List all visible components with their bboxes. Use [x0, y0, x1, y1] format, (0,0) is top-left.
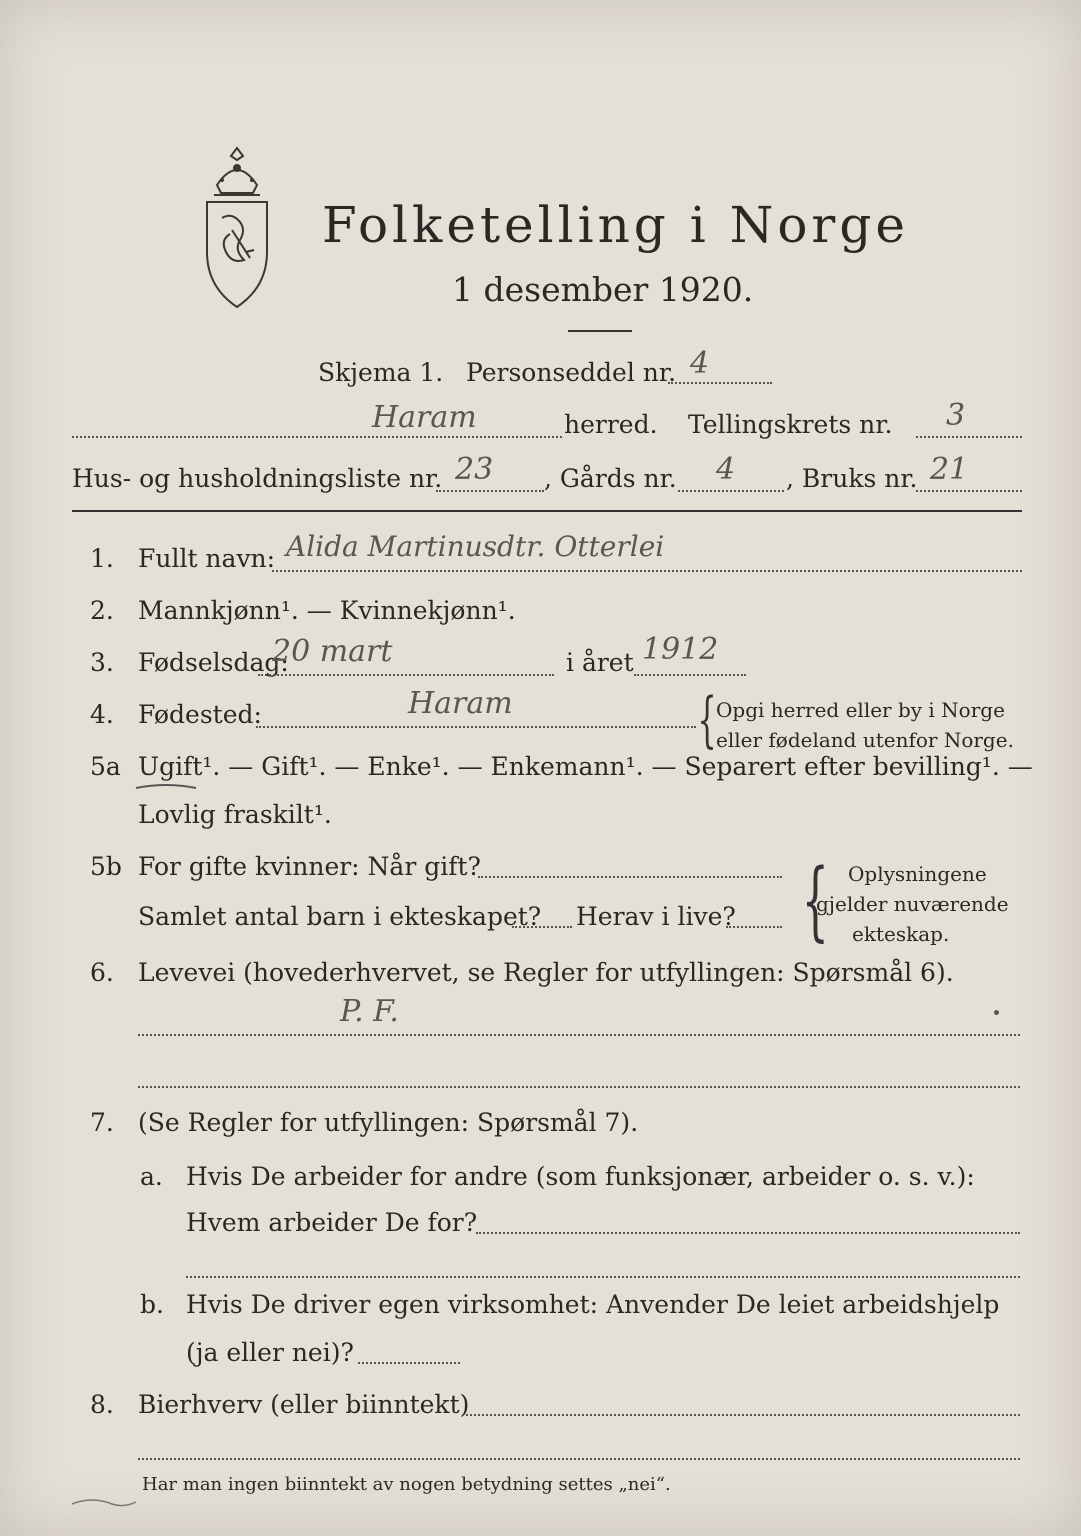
q8-label: Bierhverv (eller biinntekt) [138, 1390, 470, 1419]
q7-number: 7. [90, 1108, 114, 1137]
q5b-line2: Samlet antal barn i ekteskapet? [138, 902, 542, 931]
gards-label: , Gårds nr. [544, 464, 677, 493]
q7-label: (Se Regler for utfyllingen: Spørsmål 7). [138, 1108, 639, 1137]
q5b-alive-line [726, 926, 782, 928]
q7a-employer-line2 [186, 1276, 1020, 1278]
q5b-brace: { [801, 851, 830, 951]
herred-value: Haram [372, 400, 477, 435]
household-list-line [436, 490, 544, 492]
gards-value: 4 [716, 452, 736, 487]
q7a-employer-line [476, 1232, 1020, 1234]
q2-number: 2. [90, 596, 114, 625]
q8-line2 [138, 1458, 1020, 1460]
q6-label: Levevei (hovederhvervet, se Regler for utfyllingen: Spørsmål 6). [138, 958, 954, 987]
q4-note-line2: eller fødeland utenfor Norge. [716, 728, 1014, 752]
header-divider [72, 510, 1022, 512]
norwegian-coat-of-arms-icon [192, 140, 282, 310]
q3-year-label: i året [566, 648, 634, 677]
household-list-value: 23 [455, 452, 494, 487]
q7b-number: b. [140, 1290, 164, 1319]
q8-number: 8. [90, 1390, 114, 1419]
q8-line1 [462, 1414, 1020, 1416]
personseddel-line [668, 382, 772, 384]
q5b-note-line3: ekteskap. [852, 922, 950, 946]
q5b-line1: For gifte kvinner: Når gift? [138, 852, 481, 881]
ink-dot [994, 1010, 999, 1015]
bruks-line [916, 490, 1022, 492]
gards-line [678, 490, 784, 492]
q3-year-value: 1912 [642, 632, 719, 667]
q5b-number: 5b [90, 852, 122, 881]
q5b-children-line [512, 926, 572, 928]
q4-note-line1: Opgi herred eller by i Norge [716, 698, 1005, 722]
census-date: 1 desember 1920. [452, 270, 754, 309]
q5a-options: Ugift¹. — Gift¹. — Enke¹. — Enkemann¹. — Separert efter bevilling¹. — [138, 752, 1033, 781]
herred-label: herred. [564, 410, 658, 439]
q4-value: Haram [408, 686, 513, 721]
herred-line [72, 436, 562, 438]
footer-note: Har man ingen biinntekt av nogen betydning settes „nei“. [142, 1474, 671, 1495]
q5b-alive-label: Herav i live? [576, 902, 736, 931]
schema-label: Skjema 1. [318, 358, 444, 387]
q6-line2 [138, 1086, 1020, 1088]
q3-number: 3. [90, 648, 114, 677]
q7b-answer-line [358, 1362, 460, 1364]
household-list-label: Hus- og husholdningsliste nr. [72, 464, 443, 493]
q6-number: 6. [90, 958, 114, 987]
q3-year-line [634, 674, 746, 676]
q7a-line1: Hvis De arbeider for andre (som funksjonær, arbeider o. s. v.): [186, 1162, 975, 1191]
q7a-line2: Hvem arbeider De for? [186, 1208, 478, 1237]
bruks-label: , Bruks nr. [786, 464, 918, 493]
q5a-number: 5a [90, 752, 121, 781]
q1-line [272, 570, 1022, 572]
q4-label: Fødested: [138, 700, 262, 729]
q7b-line2: (ja eller nei)? [186, 1338, 354, 1367]
ugift-underline-mark [134, 778, 198, 794]
q5b-married-line [478, 876, 782, 878]
q1-number: 1. [90, 544, 114, 573]
q1-label: Fullt navn: [138, 544, 276, 573]
q1-value: Alida Martinusdtr. Otterlei [286, 530, 665, 563]
tellingskrets-label: Tellingskrets nr. [688, 410, 893, 439]
q5b-note-line1: Oplysningene [848, 862, 987, 886]
page-title: Folketelling i Norge [322, 196, 909, 254]
q7b-line1: Hvis De driver egen virksomhet: Anvender De leiet arbeidshjelp [186, 1290, 1000, 1319]
q3-value: 20 mart [272, 634, 393, 669]
q4-line [256, 726, 696, 728]
q6-line1 [138, 1034, 1020, 1036]
q2-label: Mannkjønn¹. — Kvinnekjønn¹. [138, 596, 516, 625]
bottom-pencil-mark [70, 1494, 140, 1510]
q4-brace: { [697, 685, 717, 755]
q3-label: Fødselsdag: [138, 648, 289, 677]
title-divider [568, 330, 632, 332]
tellingskrets-value: 3 [946, 398, 966, 433]
q3-date-line [258, 674, 554, 676]
q5b-note-line2: gjelder nuværende [816, 892, 1009, 916]
q4-number: 4. [90, 700, 114, 729]
bruks-value: 21 [930, 452, 969, 487]
q5a-options-line2: Lovlig fraskilt¹. [138, 800, 332, 829]
q6-value: P. F. [340, 994, 399, 1029]
personseddel-value: 4 [690, 346, 710, 381]
tellingskrets-line [916, 436, 1022, 438]
personseddel-label: Personseddel nr. [466, 358, 677, 387]
q7a-number: a. [140, 1162, 163, 1191]
